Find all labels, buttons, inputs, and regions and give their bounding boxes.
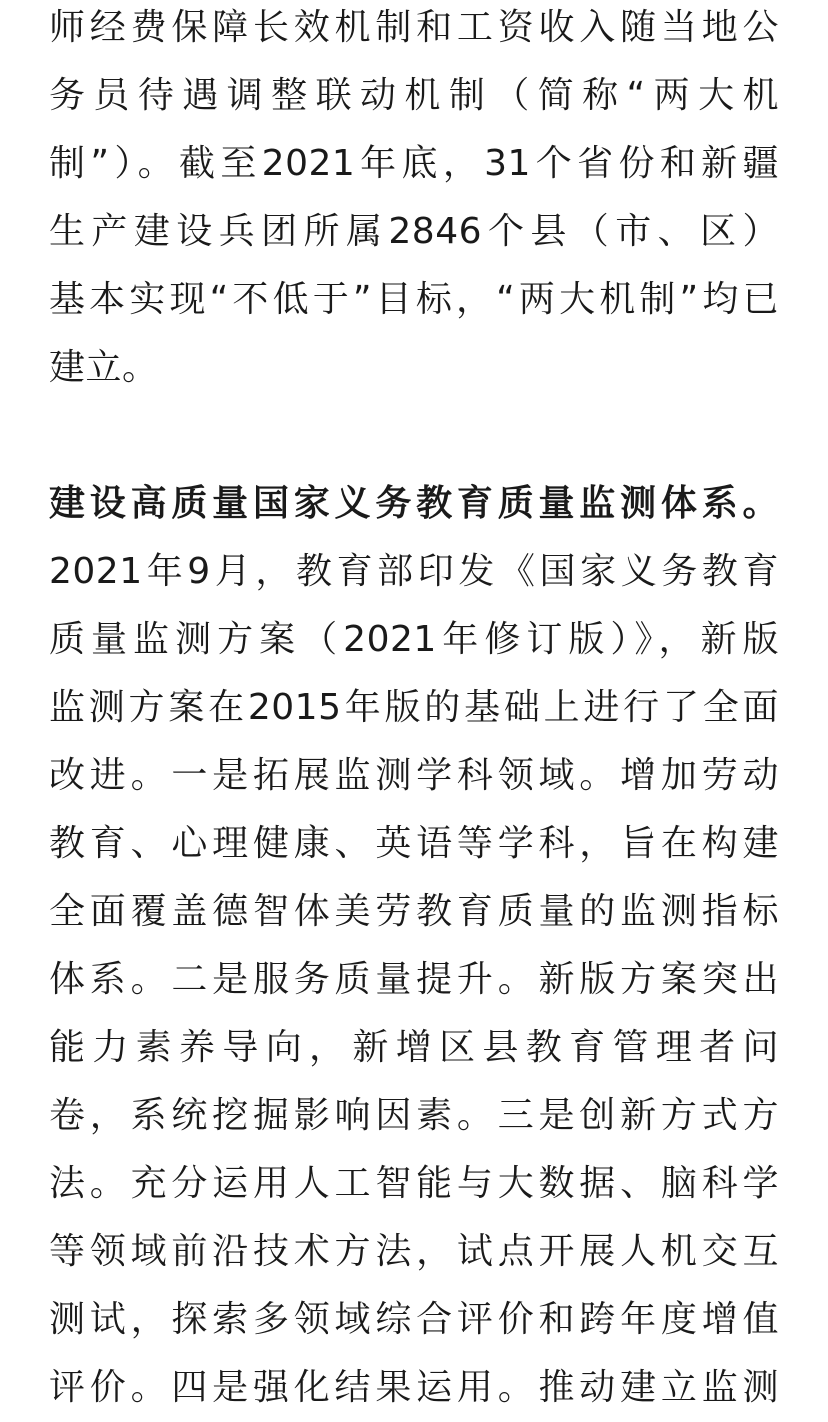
text-line: 体系。二是服务质量提升。新版方案突出 <box>49 959 779 1000</box>
text-line: 等领域前沿技术方法，试点开展人机交互 <box>49 1231 779 1272</box>
paragraph-teacher-salary <box>49 0 779 402</box>
text-line: 基本实现“不低于”目标，“两大机制”均已 <box>49 279 779 320</box>
article-body <box>49 0 779 1422</box>
text-line: 生产建设兵团所属2846个县（市、区） <box>49 211 779 252</box>
text-line: 全面覆盖德智体美劳教育质量的监测指标 <box>49 891 779 932</box>
text-line: 师经费保障长效机制和工资收入随当地公 <box>49 7 779 48</box>
paragraph-spacer <box>49 402 779 470</box>
text-line: 制”）。截至2021年底，31个省份和新疆 <box>49 143 779 184</box>
text-line: 评价。四是强化结果运用。推动建立监测 <box>49 1367 779 1408</box>
text-line: 教育、心理健康、英语等学科，旨在构建 <box>49 823 779 864</box>
text-line: 建立。 <box>49 347 159 388</box>
section-heading: 建设高质量国家义务教育质量监测体系。 <box>49 483 779 524</box>
paragraph-quality-monitoring <box>49 470 779 1422</box>
text-line: 卷，系统挖掘影响因素。三是创新方式方 <box>49 1095 779 1136</box>
text-line: 改进。一是拓展监测学科领域。增加劳动 <box>49 755 779 796</box>
text-line: 监测方案在2015年版的基础上进行了全面 <box>49 687 779 728</box>
text-line: 法。充分运用人工智能与大数据、脑科学 <box>49 1163 779 1204</box>
text-line: 2021年9月，教育部印发《国家义务教育 <box>49 551 779 592</box>
text-line: 务员待遇调整联动机制（简称“两大机 <box>49 75 779 116</box>
text-line: 测试，探索多领域综合评价和跨年度增值 <box>49 1299 779 1340</box>
text-line: 质量监测方案（2021年修订版）》，新版 <box>49 619 779 660</box>
text-line: 能力素养导向，新增区县教育管理者问 <box>49 1027 779 1068</box>
